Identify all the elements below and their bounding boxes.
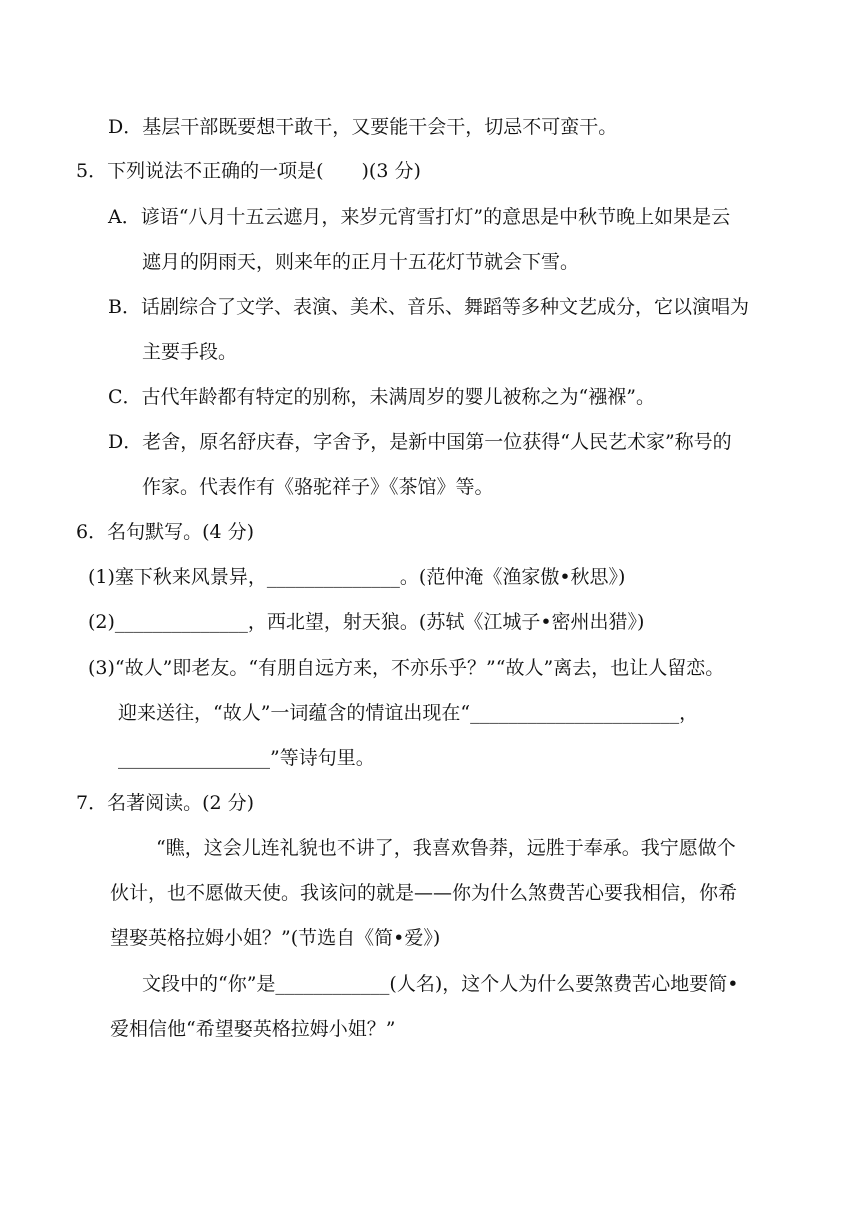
q6-stem: 6．名句默写。(4 分) bbox=[76, 521, 255, 543]
q5-option-d-line2: 作家。代表作有《骆驼祥子》《茶馆》等。 bbox=[142, 476, 494, 498]
q5-option-b-line2: 主要手段。 bbox=[142, 341, 238, 363]
q7-passage-line2: 伙计，也不愿做天使。我该问的就是——你为什么煞费苦心要我相信，你希 bbox=[110, 882, 738, 904]
q6-item-3-line1: (3)“故人”即老友。“有朋自远方来，不亦乐乎？”“故人”离去，也让人留恋。 bbox=[88, 657, 725, 679]
q7-question-line1: 文段中的“你”是____________(人名)，这个人为什么要煞费苦心地要简• bbox=[142, 973, 739, 995]
q5-option-b-line1: B．话剧综合了文学、表演、美术、音乐、舞蹈等多种文艺成分，它以演唱为 bbox=[108, 296, 749, 318]
q4-option-d: D．基层干部既要想干敢干，又要能干会干，切忌不可蛮干。 bbox=[108, 116, 618, 138]
q7-passage-line3: 望娶英格拉姆小姐？”(节选自《简•爱》) bbox=[110, 927, 441, 949]
q7-stem: 7．名著阅读。(2 分) bbox=[76, 792, 255, 814]
q7-passage-line1: “瞧，这会儿连礼貌也不讲了，我喜欢鲁莽，远胜于奉承。我宁愿做个 bbox=[156, 837, 736, 859]
q5-stem: 5．下列说法不正确的一项是( )(3 分) bbox=[76, 160, 421, 182]
q5-option-a-line1: A．谚语“八月十五云遮月，来岁元宵雪打灯”的意思是中秋节晚上如果是云 bbox=[108, 206, 731, 228]
q7-question-line2: 爱相信他“希望娶英格拉姆小姐？” bbox=[110, 1018, 396, 1040]
q6-item-2: (2)______________，西北望，射天狼。(苏轼《江城子•密州出猎》) bbox=[88, 611, 645, 633]
q6-item-3-line3: ________________”等诗句里。 bbox=[118, 747, 375, 769]
q5-option-a-line2: 遮月的阴雨天，则来年的正月十五花灯节就会下雪。 bbox=[142, 251, 580, 273]
q6-item-3-line2: 迎来送往，“故人”一词蕴含的情谊出现在“______________________， bbox=[118, 702, 699, 724]
q5-option-c: C．古代年龄都有特定的别称，未满周岁的婴儿被称之为“襁褓”。 bbox=[108, 386, 655, 408]
q5-option-d-line1: D．老舍，原名舒庆春，字舍予，是新中国第一位获得“人民艺术家”称号的 bbox=[108, 431, 732, 453]
q6-item-1: (1)塞下秋来风景异，______________。(范仲淹《渔家傲•秋思》) bbox=[88, 566, 626, 588]
